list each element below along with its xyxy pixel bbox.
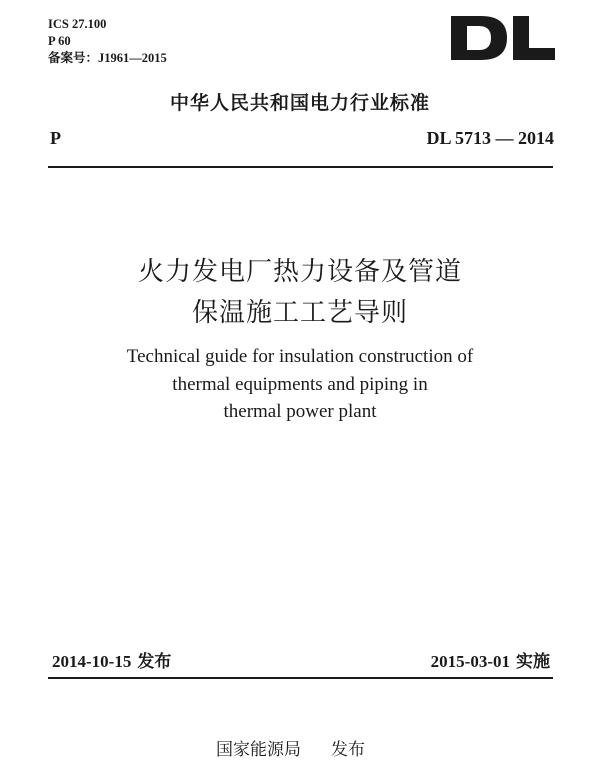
english-title-line-3: thermal power plant (223, 401, 377, 422)
chinese-title-line-2: 保温施工工艺导则 (191, 298, 408, 328)
issue-label: 发布 (137, 652, 172, 672)
record-number: 备案号：J1961—2015 (48, 51, 167, 65)
issuer-block (216, 735, 365, 760)
issue-date-block (52, 647, 171, 672)
ics-code: ICS 27.100 (48, 17, 107, 31)
issue-date: 2014-10-15 (52, 652, 132, 671)
effective-date: 2015-03-01 (430, 652, 510, 671)
metadata-block (48, 16, 167, 67)
classification-letter: P (50, 128, 61, 148)
issuer-name: 国家能源局 (216, 740, 301, 760)
issuer-label: 发布 (331, 740, 365, 760)
effective-label: 实施 (516, 652, 550, 672)
standard-code: DL 5713 — 2014 (426, 128, 554, 148)
english-title-line-2: thermal equipments and piping in (172, 374, 428, 395)
organization-title: 中华人民共和国电力行业标准 (169, 92, 430, 114)
p-code: P 60 (48, 34, 71, 48)
english-title-line-1: Technical guide for insulation construction of (126, 346, 474, 367)
dl-logo-icon (451, 16, 555, 60)
effective-date-block (431, 647, 550, 672)
chinese-title-line-1: 火力发电厂热力设备及管道 (137, 257, 462, 287)
top-rule (48, 166, 553, 168)
bottom-rule (48, 677, 553, 679)
